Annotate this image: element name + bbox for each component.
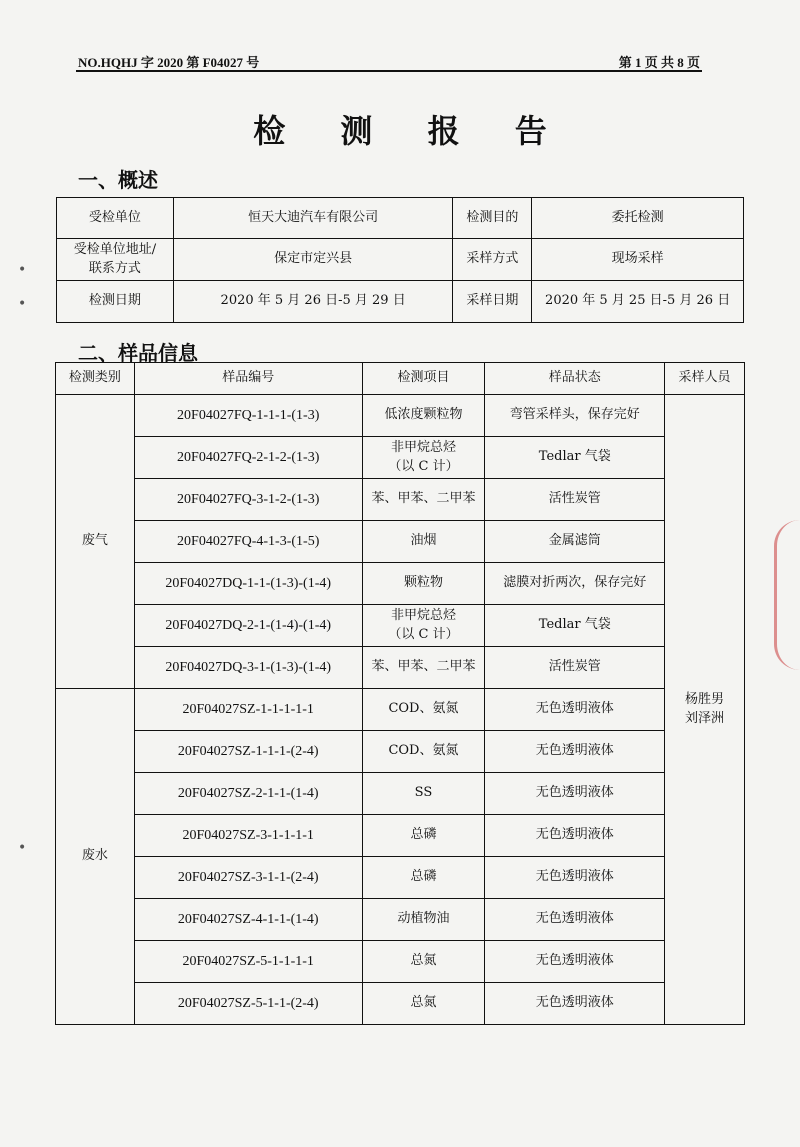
test-item: 油烟 (362, 521, 485, 563)
sample-id: 20F04027SZ-4-1-1-(1-4) (134, 899, 362, 941)
sample-state: 滤膜对折两次，保存完好 (485, 563, 665, 605)
sample-category: 废气 (56, 395, 135, 689)
sample-row (56, 563, 745, 605)
test-item: 动植物油 (362, 899, 485, 941)
test-item: 总氮 (362, 941, 485, 983)
sample-row (56, 773, 745, 815)
test-item: 低浓度颗粒物 (362, 395, 485, 437)
column-header: 样品编号 (134, 363, 362, 395)
overview-row (57, 281, 744, 323)
overview-row (57, 198, 744, 239)
sample-state: 无色透明液体 (485, 689, 665, 731)
test-item: 苯、甲苯、二甲苯 (362, 479, 485, 521)
sample-id: 20F04027FQ-1-1-1-(1-3) (134, 395, 362, 437)
sample-row (56, 647, 745, 689)
overview-row (57, 239, 744, 281)
sample-id: 20F04027SZ-5-1-1-(2-4) (134, 983, 362, 1025)
sample-id: 20F04027DQ-2-1-(1-4)-(1-4) (134, 605, 362, 647)
sample-id: 20F04027SZ-2-1-1-(1-4) (134, 773, 362, 815)
section-sample-heading: 二、样品信息 (78, 341, 198, 365)
overview-value: 委托检测 (532, 198, 744, 239)
sample-row (56, 857, 745, 899)
column-header: 样品状态 (485, 363, 665, 395)
sample-id: 20F04027FQ-2-1-2-(1-3) (134, 437, 362, 479)
sample-header-row (56, 363, 745, 395)
test-item: 总磷 (362, 857, 485, 899)
test-item: 苯、甲苯、二甲苯 (362, 647, 485, 689)
sample-row (56, 437, 745, 479)
report-number: NO.HQHJ 字 2020 第 F04027 号 (78, 55, 260, 70)
column-header: 采样人员 (665, 363, 745, 395)
sample-row (56, 899, 745, 941)
overview-value: 恒天大迪汽车有限公司 (173, 198, 453, 239)
report-title: 检 测 报 告 (253, 112, 569, 150)
sample-state: 无色透明液体 (485, 941, 665, 983)
sample-state: 无色透明液体 (485, 815, 665, 857)
sample-id: 20F04027SZ-1-1-1-(2-4) (134, 731, 362, 773)
sample-id: 20F04027SZ-3-1-1-1-1 (134, 815, 362, 857)
sample-id: 20F04027FQ-3-1-2-(1-3) (134, 479, 362, 521)
sample-id: 20F04027SZ-1-1-1-1-1 (134, 689, 362, 731)
overview-label: 检测目的 (453, 198, 532, 239)
overview-value: 现场采样 (532, 239, 744, 281)
overview-label: 检测日期 (57, 281, 174, 323)
test-item: COD、氨氮 (362, 731, 485, 773)
test-item: 颗粒物 (362, 563, 485, 605)
test-item: SS (362, 773, 485, 815)
binding-mark: • (18, 262, 27, 278)
sample-table (55, 362, 745, 1025)
sample-id: 20F04027DQ-3-1-(1-3)-(1-4) (134, 647, 362, 689)
sample-row (56, 521, 745, 563)
sample-row (56, 689, 745, 731)
overview-value: 2020 年 5 月 25 日-5 月 26 日 (532, 281, 744, 323)
sample-state: Tedlar 气袋 (485, 605, 665, 647)
overview-label: 采样日期 (453, 281, 532, 323)
overview-label: 受检单位 (57, 198, 174, 239)
sample-row (56, 983, 745, 1025)
column-header: 检测项目 (362, 363, 485, 395)
header-rule (76, 70, 702, 72)
test-item: 非甲烷总烃 （以 C 计） (362, 437, 485, 479)
sample-id: 20F04027FQ-4-1-3-(1-5) (134, 521, 362, 563)
sample-state: 弯管采样头，保存完好 (485, 395, 665, 437)
sample-state: Tedlar 气袋 (485, 437, 665, 479)
overview-value: 保定市定兴县 (173, 239, 453, 281)
sample-row (56, 605, 745, 647)
sample-id: 20F04027SZ-3-1-1-(2-4) (134, 857, 362, 899)
test-item: COD、氨氮 (362, 689, 485, 731)
overview-table (56, 197, 744, 323)
page-indicator: 第 1 页 共 8 页 (618, 55, 700, 70)
sample-row (56, 395, 745, 437)
test-item: 总磷 (362, 815, 485, 857)
sample-state: 无色透明液体 (485, 731, 665, 773)
overview-label: 受检单位地址/联系方式 (57, 239, 174, 281)
sample-state: 无色透明液体 (485, 773, 665, 815)
sample-row (56, 731, 745, 773)
test-item: 总氮 (362, 983, 485, 1025)
sample-state: 活性炭管 (485, 647, 665, 689)
sample-state: 无色透明液体 (485, 857, 665, 899)
sample-id: 20F04027DQ-1-1-(1-3)-(1-4) (134, 563, 362, 605)
sample-row (56, 815, 745, 857)
sampler-names: 杨胜男 刘泽洲 (665, 395, 745, 1025)
sample-state: 无色透明液体 (485, 983, 665, 1025)
sample-state: 金属滤筒 (485, 521, 665, 563)
overview-value: 2020 年 5 月 26 日-5 月 29 日 (173, 281, 453, 323)
test-item: 非甲烷总烃 （以 C 计） (362, 605, 485, 647)
sample-id: 20F04027SZ-5-1-1-1-1 (134, 941, 362, 983)
sample-row (56, 479, 745, 521)
overview-label: 采样方式 (453, 239, 532, 281)
column-header: 检测类别 (56, 363, 135, 395)
sample-row (56, 941, 745, 983)
sample-category: 废水 (56, 689, 135, 1025)
sample-state: 无色透明液体 (485, 899, 665, 941)
section-overview-heading: 一、概述 (78, 168, 158, 192)
binding-mark: • (18, 296, 27, 312)
binding-mark: • (18, 840, 27, 856)
sample-state: 活性炭管 (485, 479, 665, 521)
seal-stamp-fragment (774, 520, 800, 670)
